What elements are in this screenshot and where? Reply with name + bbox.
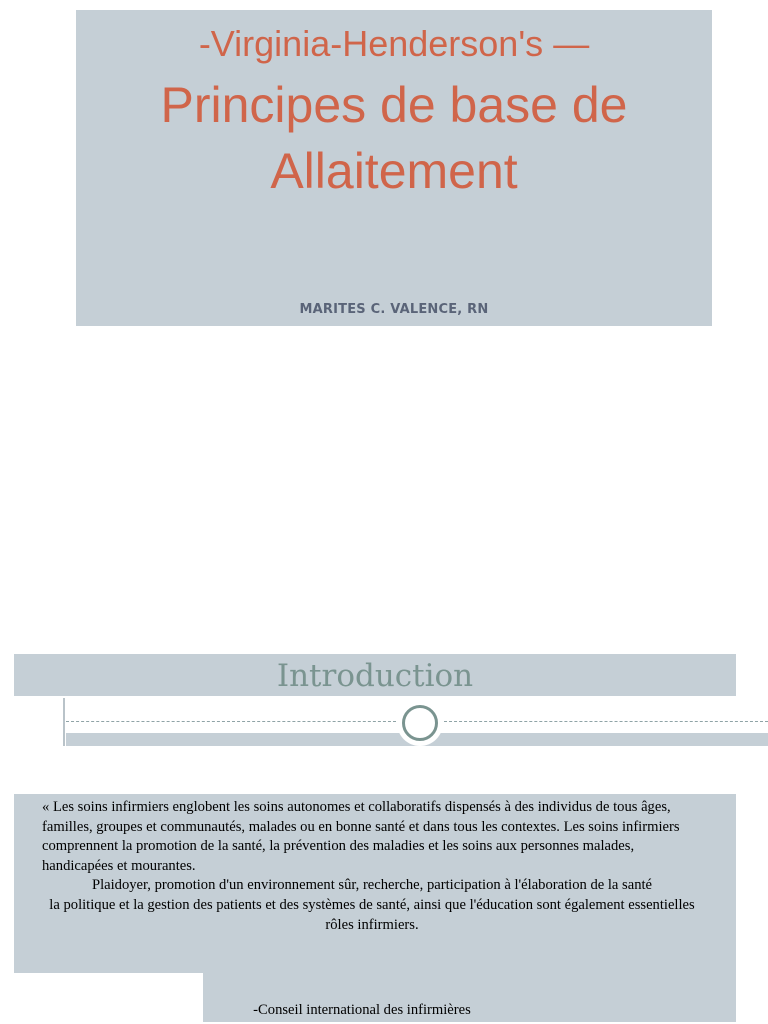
intro-header <box>14 654 736 696</box>
quote-paragraph-3: la politique et la gestion des patients et des systèmes de santé, ainsi que l'éducation sont également essentielles <box>49 896 695 913</box>
title-line-2: Allaitement <box>270 143 518 199</box>
author-name: MARITES C. VALENCE, RN <box>299 302 489 317</box>
title-slide <box>76 10 712 326</box>
divider-dashed-line-right <box>444 721 768 722</box>
quote-text <box>42 798 702 935</box>
divider-dashed-line-left <box>66 721 396 722</box>
circle-ornament-icon <box>402 705 438 741</box>
divider-vertical-line <box>63 698 65 746</box>
quote-paragraph-2: Plaidoyer, promotion d'un environnement sûr, recherche, participation à l'élaboration de la santé <box>91 877 653 894</box>
quote-paragraph-4: rôles infirmiers. <box>325 916 419 933</box>
subtitle: -Virginia-Henderson's — <box>198 23 590 64</box>
quote-paragraph-1: « Les soins infirmiers englobent les soins autonomes et collaboratifs dispensés à des individus de tous âges, familles, groupes et communautés, malades ou en bonne santé et dans tous les contextes. Les soins infirmiers comprennent la promotion de la santé, la prévention des maladies et les soins aux personnes malades, handicapées et mourantes. <box>42 799 680 874</box>
quote-attribution: -Conseil international des infirmières <box>253 1002 471 1018</box>
section-title: Introduction <box>276 658 474 694</box>
title-line-1: Principes de base de <box>160 77 628 133</box>
page-title <box>76 72 712 204</box>
